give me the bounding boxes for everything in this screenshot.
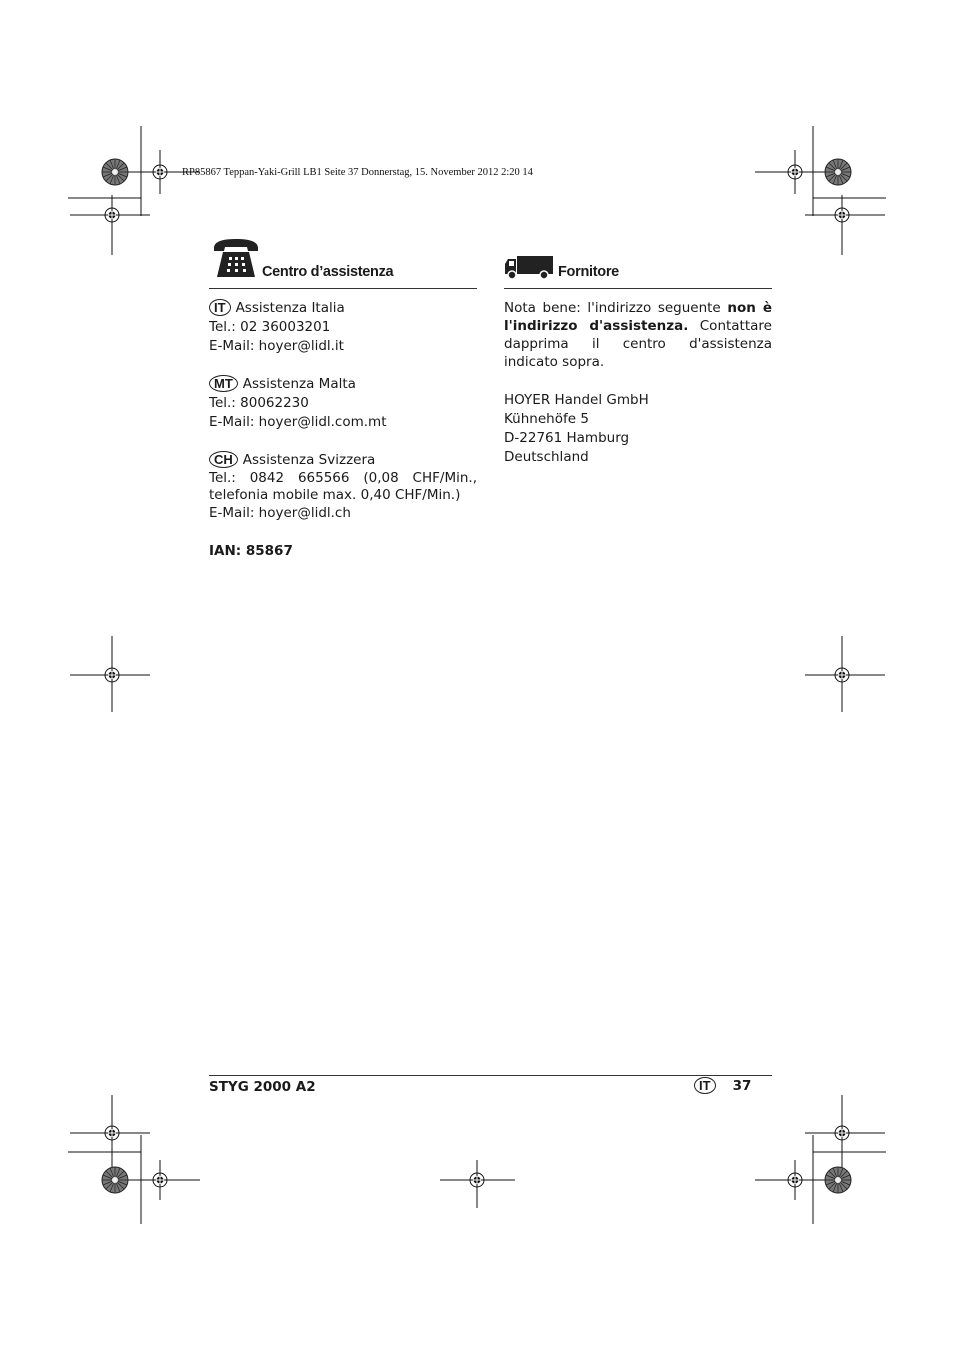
- address-line: HOYER Handel GmbH: [504, 392, 649, 408]
- print-header: RP85867 Teppan-Yaki-Grill LB1 Seite 37 Donnerstag, 15. November 2012 2:20 14: [182, 167, 533, 178]
- footer-model: STYG 2000 A2: [209, 1079, 316, 1095]
- contact-name: Assistenza Malta: [242, 376, 356, 392]
- address-line: D-22761 Hamburg: [504, 430, 630, 446]
- contact-tel: Tel.: 02 36003201: [209, 319, 331, 335]
- contact-email: E-Mail: hoyer@lidl.com.mt: [209, 414, 387, 430]
- page-number: 37: [732, 1078, 752, 1094]
- ian-number: IAN: 85867: [209, 543, 293, 559]
- contact-email: E-Mail: hoyer@lidl.ch: [209, 505, 351, 521]
- language-badge: IT: [694, 1077, 716, 1094]
- note-bold-text: non è l'indirizzo d'assistenza.: [504, 300, 772, 334]
- address-line: Deutschland: [504, 449, 589, 465]
- country-badge-mt: MT: [209, 375, 238, 392]
- contact-tel: Tel.: 80062230: [209, 395, 309, 411]
- contact-email: E-Mail: hoyer@lidl.it: [209, 338, 344, 354]
- contact-tel: Tel.: 0842 665566 (0,08 CHF/Min., telefonia mobile max. 0,40 CHF/Min.): [209, 470, 477, 503]
- address-line: Kühnehöfe 5: [504, 411, 589, 427]
- contact-name: Assistenza Svizzera: [242, 452, 376, 468]
- contact-name: Assistenza Italia: [235, 300, 345, 316]
- service-center-title: Centro d’assistenza: [262, 264, 394, 280]
- note-text-end: Contattare dapprima il centro d'assistenza indicato sopra.: [504, 318, 772, 370]
- country-badge-ch: CH: [209, 451, 238, 468]
- country-badge-it: IT: [209, 299, 231, 316]
- supplier-title: Fornitore: [558, 264, 619, 280]
- note-text: Nota bene: l'indirizzo seguente: [504, 300, 728, 316]
